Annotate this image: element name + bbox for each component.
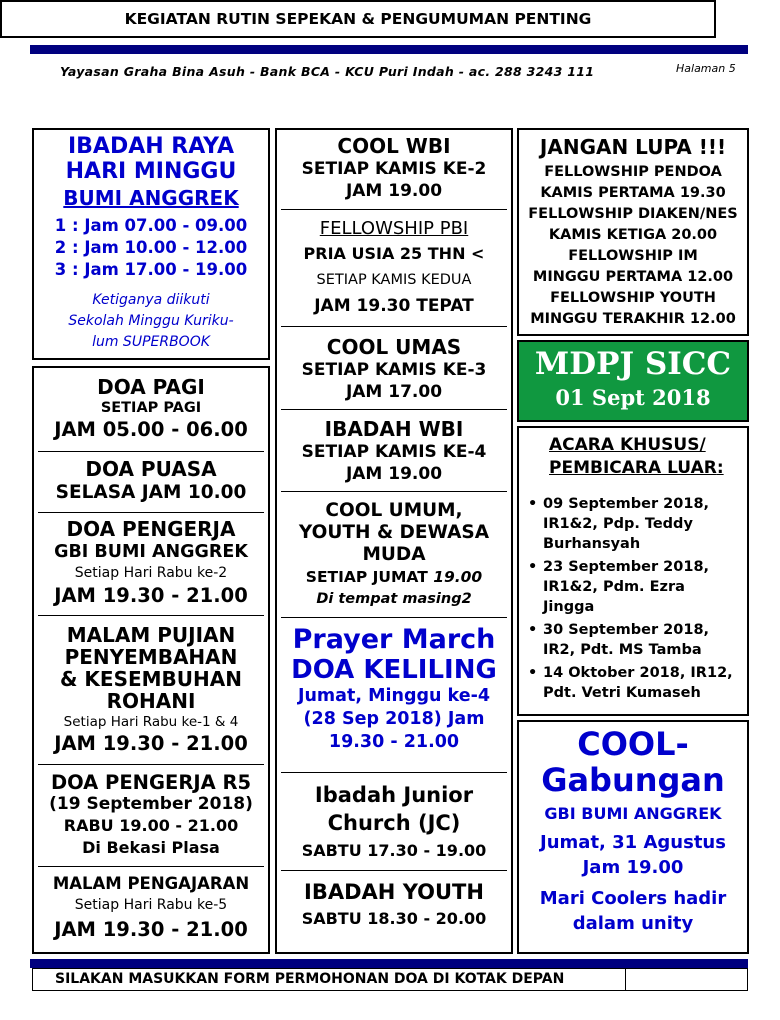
doa-pengerja-note: Setiap Hari Rabu ke-2 [74, 565, 228, 581]
event-list [523, 494, 745, 706]
ibadah-raya-box [32, 128, 270, 360]
fellowship-im: FELLOWSHIP IM [568, 248, 698, 264]
malam-pujian-section [34, 624, 268, 755]
cool-gabungan-date: Jumat, 31 Agustus [540, 832, 726, 853]
cool-umum-sub-time: 19.00 [433, 568, 483, 586]
cool-wbi-sub: SETIAP KAMIS KE-2 [301, 159, 487, 179]
list-item: • 30 September 2018, IR2, Pdt. MS Tamba [528, 622, 710, 658]
divider [281, 326, 507, 327]
acara-title-2: PEMBICARA LUAR [549, 458, 717, 478]
doa-r5-place: Di Bekasi Plasa [82, 838, 220, 857]
malam-pengajaran-time: JAM 19.30 - 21.00 [54, 918, 248, 941]
ibadah-wbi-sub: SETIAP KAMIS KE-4 [301, 442, 487, 462]
mdpj-date: 01 Sept 2018 [555, 385, 711, 410]
cool-gabungan-time: Jam 19.00 [582, 857, 684, 878]
page-number: Halaman 5 [676, 62, 736, 75]
doa-pengerja-time: JAM 19.30 - 21.00 [54, 584, 248, 607]
doa-puasa-time: SELASA JAM 10.00 [55, 482, 247, 503]
malam-pujian-title-1: MALAM PUJIAN [66, 623, 236, 647]
divider [281, 870, 507, 871]
ibadah-raya-title-2: HARI MINGGU [65, 159, 237, 184]
cool-umum-sub: SETIAP JUMAT [305, 568, 428, 586]
malam-pengajaran-section [34, 873, 268, 944]
service-time-2: 2 : Jam 10.00 - 12.00 [54, 238, 248, 257]
divider [281, 409, 507, 410]
fellowship-pendoa-time: KAMIS PERTAMA 19.30 [540, 185, 726, 201]
cool-umas-time: JAM 17.00 [345, 382, 443, 402]
bottom-bar [30, 959, 748, 968]
divider [281, 617, 507, 618]
cool-umas-title: COOL UMAS [326, 335, 462, 359]
doa-puasa-title: DOA PUASA [85, 457, 217, 481]
malam-pujian-time: JAM 19.30 - 21.00 [54, 732, 248, 755]
cool-gabungan-church: GBI BUMI ANGGREK [544, 804, 722, 823]
ibadah-junior-title-2: Church (JC) [327, 811, 461, 835]
cool-umum-title-3: MUDA [362, 544, 426, 565]
ibadah-raya-location: BUMI ANGGREK [63, 186, 239, 210]
cool-umum-title-2: YOUTH & DEWASA [298, 522, 490, 543]
prayer-march-detail-3: 19.30 - 21.00 [328, 732, 460, 752]
ibadah-junior-section [277, 781, 511, 864]
divider [38, 615, 264, 616]
malam-pujian-note: Setiap Hari Rabu ke-1 & 4 [63, 714, 239, 730]
acara-title: ACARA KHUSUS/ [549, 435, 706, 455]
fellowship-pbi-title: FELLOWSHIP PBI [319, 218, 469, 239]
footer-box [32, 968, 748, 991]
divider [281, 209, 507, 210]
acara-title-colon: : [716, 458, 724, 478]
cool-umum-title-1: COOL UMUM, [325, 500, 463, 521]
divider [281, 772, 507, 773]
fellowship-diaken-time: KAMIS KETIGA 20.00 [548, 227, 718, 243]
mdpj-title: MDPJ SICC [534, 346, 732, 382]
cool-umum-section [277, 500, 511, 610]
ibadah-youth-section [277, 878, 511, 932]
fellowship-pbi-time: JAM 19.30 TEPAT [314, 296, 474, 316]
jangan-lupa-title: JANGAN LUPA !!! [539, 135, 727, 159]
cool-umas-sub: SETIAP KAMIS KE-3 [301, 360, 487, 380]
ibadah-youth-title: IBADAH YOUTH [304, 880, 484, 904]
list-item: • 09 September 2018, IR1&2, Pdp. Teddy Burhansyah [528, 496, 710, 552]
cool-wbi-section [277, 134, 511, 202]
divider [38, 512, 264, 513]
cool-gabungan-title: COOL- [577, 725, 689, 763]
prayer-march-title-2: DOA KELILING [291, 655, 497, 685]
doa-pagi-time: JAM 05.00 - 06.00 [54, 418, 248, 441]
header-info: Yayasan Graha Bina Asuh - Bank BCA - KCU Puri Indah - ac. 288 3243 111 [60, 64, 595, 79]
prayer-march-section [277, 624, 511, 754]
fellowship-pbi-sub: PRIA USIA 25 THN < [303, 244, 485, 263]
ibadah-junior-title-1: Ibadah Junior [314, 783, 474, 807]
fellowship-pbi-note: SETIAP KAMIS KEDUA [316, 272, 472, 288]
doa-r5-title: DOA PENGERJA R5 [50, 771, 252, 794]
ibadah-youth-time: SABTU 18.30 - 20.00 [301, 909, 487, 928]
divider [38, 866, 264, 867]
ibadah-raya-note-2: Sekolah Minggu Kuriku- [68, 313, 234, 329]
cool-umum-note: Di tempat masing2 [316, 591, 472, 607]
cool-wbi-title: COOL WBI [337, 134, 451, 158]
ibadah-raya-note-3: lum SUPERBOOK [92, 334, 210, 350]
mdpj-banner [517, 340, 749, 422]
footer-text: SILAKAN MASUKKAN FORM PERMOHONAN DOA DI KOTAK DEPAN [55, 971, 565, 987]
doa-pagi-sub: SETIAP PAGI [100, 400, 202, 416]
ibadah-raya-note-1: Ketiganya diikuti [92, 292, 210, 308]
cool-umas-section [277, 335, 511, 403]
ibadah-wbi-title: IBADAH WBI [324, 417, 464, 441]
prayer-march-title: Prayer March [292, 624, 496, 655]
malam-pujian-title-2: PENYEMBAHAN [64, 645, 238, 669]
page-title: KEGIATAN RUTIN SEPEKAN & PENGUMUMAN PENTING [124, 10, 592, 28]
prayer-march-detail-1: Jumat, Minggu ke-4 [297, 686, 491, 706]
fellowship-im-time: MINGGU PERTAMA 12.00 [532, 269, 734, 285]
column-1-schedule [32, 366, 270, 954]
doa-pagi-section [34, 376, 268, 441]
fellowship-youth-time: MINGGU TERAKHIR 12.00 [530, 311, 736, 327]
top-bar [30, 45, 748, 54]
doa-r5-time: RABU 19.00 - 21.00 [63, 816, 239, 835]
cool-gabungan-box [517, 720, 749, 954]
acara-khusus-box [517, 426, 749, 716]
doa-pengerja-sub: GBI BUMI ANGGREK [54, 542, 248, 562]
fellowship-diaken: FELLOWSHIP DIAKEN/NES [528, 206, 738, 222]
page-title-box [0, 0, 716, 38]
malam-pujian-title-4: ROHANI [106, 689, 196, 713]
ibadah-wbi-time: JAM 19.00 [345, 464, 443, 484]
ibadah-wbi-section [277, 417, 511, 485]
fellowship-youth: FELLOWSHIP YOUTH [550, 290, 716, 306]
malam-pengajaran-title: MALAM PENGAJARAN [52, 874, 250, 893]
doa-pengerja-section [34, 518, 268, 607]
ibadah-junior-time: SABTU 17.30 - 19.00 [301, 841, 487, 860]
doa-r5-section [34, 771, 268, 859]
doa-pengerja-title: DOA PENGERJA [66, 517, 236, 541]
ibadah-raya-title: IBADAH RAYA [67, 134, 235, 159]
doa-puasa-section [34, 458, 268, 504]
cool-gabungan-invite-1: Mari Coolers hadir [539, 888, 727, 909]
malam-pujian-title-3: & KESEMBUHAN [60, 667, 242, 691]
doa-r5-date: (19 September 2018) [49, 794, 253, 814]
service-time-3: 3 : Jam 17.00 - 19.00 [54, 260, 248, 279]
divider [38, 764, 264, 765]
list-item: • 14 Oktober 2018, IR12, Pdt. Vetri Kumaseh [528, 665, 733, 701]
prayer-march-detail-2: (28 Sep 2018) Jam [303, 709, 485, 729]
doa-pagi-title: DOA PAGI [97, 375, 205, 399]
column-2-schedule [275, 128, 513, 954]
jangan-lupa-box [517, 128, 749, 336]
cool-gabungan-invite-2: dalam unity [572, 913, 694, 934]
fellowship-pbi-section [277, 217, 511, 319]
divider [38, 451, 264, 452]
service-time-1: 1 : Jam 07.00 - 09.00 [54, 216, 248, 235]
cool-wbi-time: JAM 19.00 [345, 181, 443, 201]
cool-gabungan-title-2: Gabungan [541, 761, 725, 799]
malam-pengajaran-note: Setiap Hari Rabu ke-5 [74, 897, 228, 913]
list-item: • 23 September 2018, IR1&2, Pdm. Ezra Jingga [528, 559, 710, 615]
fellowship-pendoa: FELLOWSHIP PENDOA [544, 164, 722, 180]
divider [281, 491, 507, 492]
